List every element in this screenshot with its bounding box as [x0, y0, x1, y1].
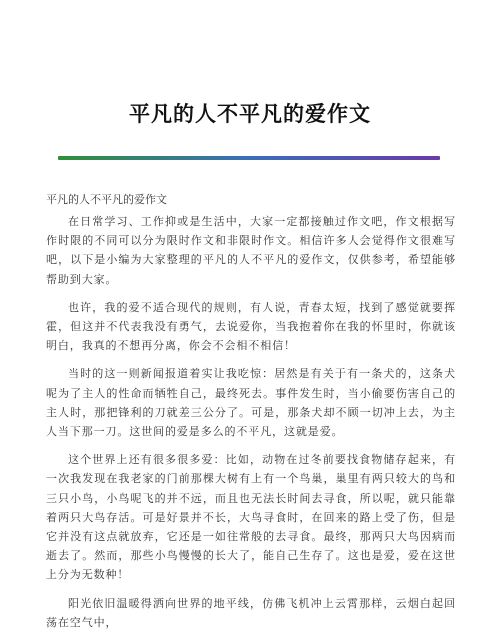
title-divider [58, 156, 440, 160]
paragraph-love: 也许，我的爱不适合现代的规则，有人说，青春太短，找到了感觉就要挥霍，但这并不代表我没有勇气，去说爱你，当我抱着你在我的怀里时，你就该明白，我真的不想再分离，你会不会相不相信！ [46, 300, 456, 353]
article-subtitle: 平凡的人不平凡的爱作文 [46, 193, 167, 206]
paragraph-news-dog: 当时的这一则新闻报道着实让我吃惊：居然是有关于有一条犬的，这条犬呢为了主人的性命而牺牲自己，最终死去。事件发生时，当小偷要伤害自己的主人时，那把锋利的刀就差三公分了。可是，那条犬却不顾一切冲上去，为主人当下那一刀。这世间的爱是多么的不平凡，这就是爱。 [46, 367, 456, 439]
page-title: 平凡的人不平凡的爱作文 [129, 101, 371, 126]
paragraph-sunlight: 阳光依旧温暖得洒向世界的地平线，仿佛飞机冲上云霄那样，云烟白起回荡在空气中， [46, 596, 456, 629]
paragraph-birds: 这个世界上还有很多很多爱：比如，动物在过冬前要找食物储存起来，有一次我发现在我老家的门前那棵大树有上有一个鸟巢，巢里有两只较大的鸟和三只小鸟，小鸟呢飞的并不远，而且也无法长时间去寻食，所以呢，就只能靠着两只大鸟存活。可是好景并不长，大鸟寻食时，在回来的路上受了伤，但是它并没有这点就放弃，它还是一如往常般的去寻食。最终，那两只大鸟因病而逝去了。然而，那些小鸟慢慢的长大了，能自己生存了。这也是爱，爱在这世上分为无数种！ [46, 453, 456, 582]
article-body [46, 212, 456, 641]
paragraph-intro: 在日常学习、工作抑或是生活中，大家一定都接触过作文吧，作文根据写作时限的不同可以分为限时作文和非限时作文。相信许多人会觉得作文很难写吧，以下是小编为大家整理的平凡的人不平凡的爱作文，仅供参考，希望能够帮助到大家。 [46, 215, 456, 286]
